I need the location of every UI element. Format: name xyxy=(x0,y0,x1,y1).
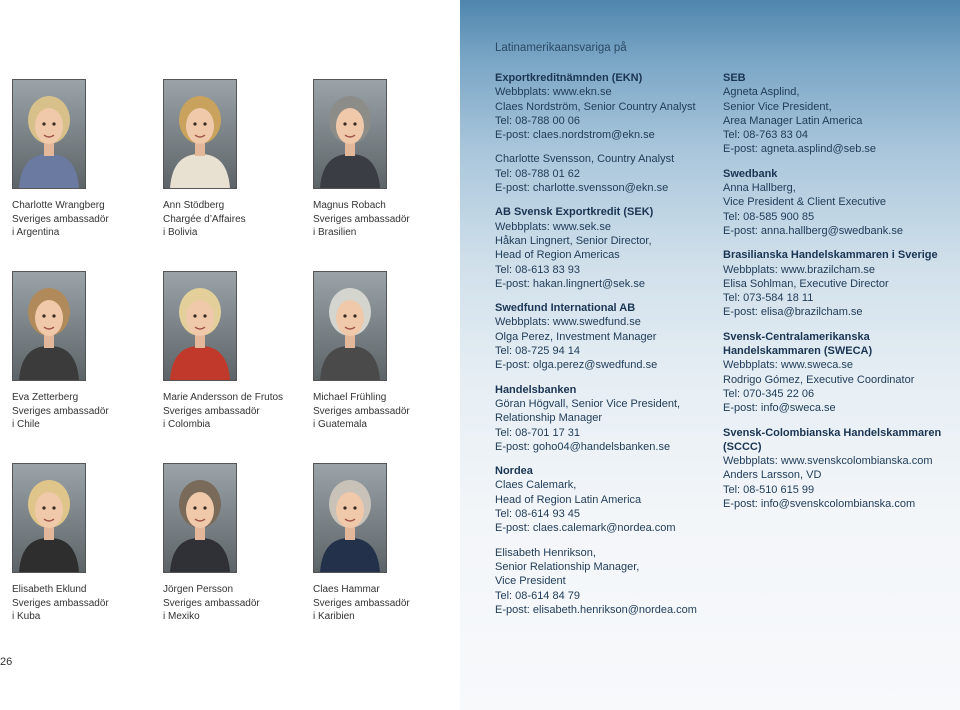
contact-detail: Claes Calemark, xyxy=(495,479,577,492)
ambassador-card xyxy=(12,271,152,432)
contact-detail: E-post: elisa@brazilcham.se xyxy=(723,306,863,319)
ambassador-name: Michael Frühling xyxy=(313,392,387,403)
ambassador-caption xyxy=(313,199,453,240)
organization-name: Handelsbanken xyxy=(495,383,577,396)
portrait-photo xyxy=(163,463,237,573)
contact-block xyxy=(723,426,953,512)
ambassador-country: i Karibien xyxy=(313,611,355,622)
ambassador-card xyxy=(163,271,303,432)
contact-detail: Webbplats: www.svenskcolombianska.com xyxy=(723,455,933,468)
ambassador-card xyxy=(163,463,303,624)
contact-detail: Tel: 08-585 900 85 xyxy=(723,210,815,223)
ambassador-country: i Brasilien xyxy=(313,227,357,238)
contact-detail: Vice President & Client Executive xyxy=(723,196,887,209)
portrait-photo xyxy=(12,463,86,573)
ambassador-title: Sveriges ambassadör xyxy=(12,213,109,225)
ambassador-name: Magnus Robach xyxy=(313,200,386,211)
contact-detail: E-post: elisabeth.henrikson@nordea.com xyxy=(495,603,697,616)
contact-detail: Webbplats: www.brazilcham.se xyxy=(723,263,876,276)
contact-detail: Tel: 08-725 94 14 xyxy=(495,345,581,358)
organization-name: Brasilianska Handelskammaren i Sverige xyxy=(723,249,938,262)
contact-detail: Tel: 070-345 22 06 xyxy=(723,387,815,400)
ambassador-title: Sveriges ambassadör xyxy=(12,405,109,417)
portrait-photo xyxy=(12,271,86,381)
ambassador-caption xyxy=(12,199,152,240)
ambassador-name: Elisabeth Eklund xyxy=(12,584,87,595)
ambassador-country: i Guatemala xyxy=(313,419,367,430)
ambassador-caption xyxy=(163,391,303,432)
contact-block xyxy=(723,248,953,319)
ambassador-caption xyxy=(12,391,152,432)
contact-detail: E-post: agneta.asplind@seb.se xyxy=(723,143,877,156)
page-number: 26 xyxy=(0,656,13,668)
contact-detail: Olga Perez, Investment Manager xyxy=(495,330,657,343)
contact-detail: Rodrigo Gómez, Executive Coordinator xyxy=(723,373,915,386)
contact-detail: Vice President xyxy=(495,575,566,588)
ambassador-name: Marie Andersson de Frutos xyxy=(163,392,284,403)
contact-detail: Senior Vice President, xyxy=(723,100,832,113)
ambassador-title: Sveriges ambassadör xyxy=(163,405,260,417)
contact-detail: Elisabeth Henrikson, xyxy=(495,546,596,559)
ambassador-country: i Bolivia xyxy=(163,227,198,238)
ambassador-name: Claes Hammar xyxy=(313,584,380,595)
portrait-photo xyxy=(12,79,86,189)
contact-detail: Anders Larsson, VD xyxy=(723,469,822,482)
contact-detail: Senior Relationship Manager, xyxy=(495,560,640,573)
contact-detail: E-post: hakan.lingnert@sek.se xyxy=(495,277,645,290)
ambassador-caption xyxy=(163,199,303,240)
contact-detail: E-post: anna.hallberg@swedbank.se xyxy=(723,224,903,237)
organization-name: SEB xyxy=(723,72,746,84)
ambassador-country: i Kuba xyxy=(12,611,41,622)
contact-detail: Tel: 08-613 83 93 xyxy=(495,263,581,276)
contact-detail: Webbplats: www.sweca.se xyxy=(723,359,854,372)
contact-block xyxy=(495,301,715,372)
ambassador-country: i Chile xyxy=(12,419,40,430)
ambassador-page xyxy=(0,0,460,710)
ambassador-name: Jörgen Persson xyxy=(163,584,234,595)
contact-detail: Anna Hallberg, xyxy=(723,182,796,195)
organization-name: AB Svensk Exportkredit (SEK) xyxy=(495,206,654,219)
ambassador-caption xyxy=(313,391,453,432)
ambassador-card xyxy=(12,463,152,624)
contact-detail: Tel: 08-788 01 62 xyxy=(495,167,581,180)
contacts-column-1 xyxy=(495,71,715,627)
ambassador-name: Charlotte Wrangberg xyxy=(12,200,105,211)
contact-detail: E-post: claes.nordstrom@ekn.se xyxy=(495,129,655,142)
contact-detail: Area Manager Latin America xyxy=(723,114,863,127)
ambassador-title: Sveriges ambassadör xyxy=(313,405,410,417)
ambassador-card xyxy=(313,79,453,240)
ambassador-title: Sveriges ambassadör xyxy=(163,597,260,609)
ambassador-name: Eva Zetterberg xyxy=(12,392,79,403)
portrait-photo xyxy=(313,271,387,381)
portrait-photo xyxy=(313,79,387,189)
contact-detail: E-post: info@svenskcolombianska.com xyxy=(723,498,916,511)
ambassador-card xyxy=(163,79,303,240)
contacts-heading: Latinamerikaansvariga på xyxy=(495,42,627,54)
contact-block xyxy=(495,383,715,454)
contact-detail: Webbplats: www.ekn.se xyxy=(495,86,612,99)
organization-name: Svensk-Colombianska Handelskammaren (SCCC) xyxy=(723,426,942,453)
contact-detail: Agneta Asplind, xyxy=(723,86,800,99)
contact-block xyxy=(495,546,715,617)
organization-name: Exportkreditnämnden (EKN) xyxy=(495,72,643,84)
ambassador-caption xyxy=(313,583,453,624)
organization-name: Swedbank xyxy=(723,167,778,180)
contact-detail: Tel: 08-510 615 99 xyxy=(723,483,815,496)
organization-name: Svensk-Centralamerikanska Handelskammaren (SWECA) xyxy=(723,330,873,358)
contact-block xyxy=(495,205,715,291)
contact-detail: Tel: 08-614 93 45 xyxy=(495,508,581,521)
contact-detail: Relationship Manager xyxy=(495,412,603,425)
ambassador-card xyxy=(12,79,152,240)
ambassador-title: Sveriges ambassadör xyxy=(12,597,109,609)
contact-detail: Göran Högvall, Senior Vice President, xyxy=(495,397,681,410)
contact-block xyxy=(723,71,953,157)
contact-detail: Webbplats: www.sek.se xyxy=(495,220,611,233)
ambassador-title: Sveriges ambassadör xyxy=(313,597,410,609)
contact-detail: Head of Region Latin America xyxy=(495,493,642,506)
ambassador-caption xyxy=(12,583,152,624)
contact-detail: E-post: goho04@handelsbanken.se xyxy=(495,440,671,453)
ambassador-card xyxy=(313,463,453,624)
contact-detail: Tel: 08-788 00 06 xyxy=(495,114,581,127)
contact-block xyxy=(495,152,715,195)
contact-detail: E-post: charlotte.svensson@ekn.se xyxy=(495,182,669,195)
portrait-photo xyxy=(313,463,387,573)
organization-name: Swedfund International AB xyxy=(495,302,636,315)
organization-name: Nordea xyxy=(495,465,533,478)
contact-detail: Charlotte Svensson, Country Analyst xyxy=(495,153,675,166)
contact-detail: Tel: 08-763 83 04 xyxy=(723,129,809,142)
contact-detail: E-post: olga.perez@swedfund.se xyxy=(495,359,658,372)
ambassador-country: i Argentina xyxy=(12,227,60,238)
contact-detail: Head of Region Americas xyxy=(495,249,620,262)
ambassador-caption xyxy=(163,583,303,624)
ambassador-name: Ann Stödberg xyxy=(163,200,225,211)
contact-detail: Tel: 08-614 84 79 xyxy=(495,589,581,602)
contact-detail: Tel: 073-584 18 11 xyxy=(723,292,814,305)
contact-detail: Håkan Lingnert, Senior Director, xyxy=(495,234,652,247)
portrait-photo xyxy=(163,79,237,189)
contact-detail: Tel: 08-701 17 31 xyxy=(495,426,581,439)
contact-block xyxy=(723,330,953,416)
contact-block xyxy=(495,464,715,535)
ambassador-country: i Mexiko xyxy=(163,611,200,622)
ambassador-country: i Colombia xyxy=(163,419,211,430)
portrait-photo xyxy=(163,271,237,381)
contact-detail: Elisa Sohlman, Executive Director xyxy=(723,277,889,290)
ambassador-card xyxy=(313,271,453,432)
ambassador-title: Sveriges ambassadör xyxy=(313,213,410,225)
contact-detail: E-post: info@sweca.se xyxy=(723,402,836,415)
contact-block xyxy=(495,71,715,142)
contact-detail: Claes Nordström, Senior Country Analyst xyxy=(495,100,696,113)
contact-detail: E-post: claes.calemark@nordea.com xyxy=(495,522,676,535)
contact-detail: Webbplats: www.swedfund.se xyxy=(495,316,641,329)
ambassador-title: Chargée d’Affaires xyxy=(163,213,246,225)
contact-block xyxy=(723,167,953,238)
contacts-column-2 xyxy=(723,71,953,521)
